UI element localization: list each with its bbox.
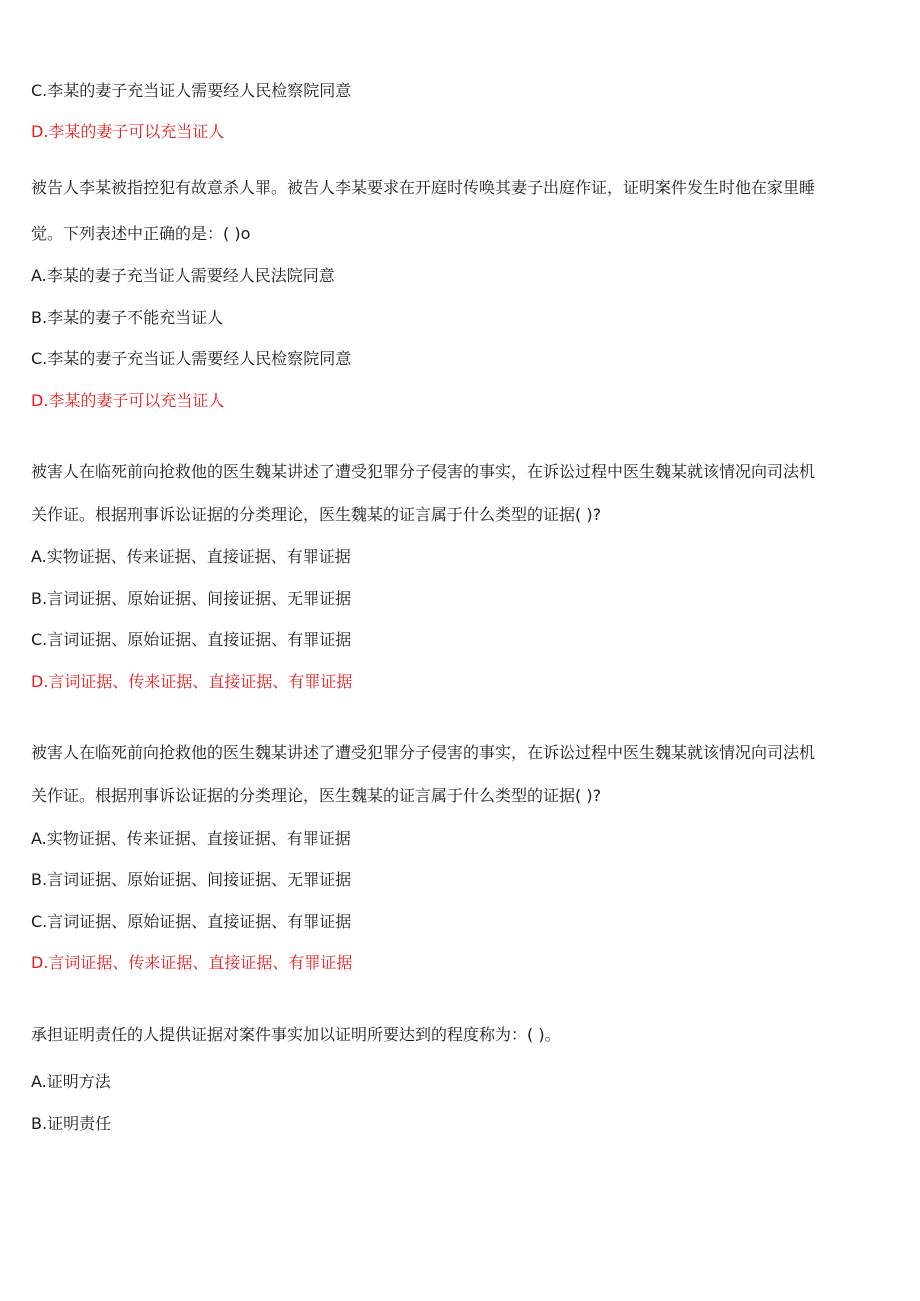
option-c-line: C.李某的妻子充当证人需要经人民检察院同意 <box>31 81 352 100</box>
answer-option-d-line: D.言词证据、传来证据、直接证据、有罪证据 <box>31 672 353 691</box>
question-text-line: 承担证明责任的人提供证据对案件事实加以证明所要达到的程度称为：( )。 <box>31 1025 561 1044</box>
answer-option-d-line: D.李某的妻子可以充当证人 <box>31 122 225 141</box>
option-c-line: C.李某的妻子充当证人需要经人民检察院同意 <box>31 349 352 368</box>
question-text-line: 关作证。根据刑事诉讼证据的分类理论，医生魏某的证言属于什么类型的证据( )? <box>31 786 602 805</box>
option-b-line: B.言词证据、原始证据、间接证据、无罪证据 <box>31 589 352 608</box>
option-a-line: A.李某的妻子充当证人需要经人民法院同意 <box>31 266 335 285</box>
option-a-line: A.实物证据、传来证据、直接证据、有罪证据 <box>31 829 351 848</box>
question-text-line: 被告人李某被指控犯有故意杀人罪。被告人李某要求在开庭时传唤其妻子出庭作证，证明案件发生时他在家里睡 <box>31 178 816 197</box>
option-b-line: B.言词证据、原始证据、间接证据、无罪证据 <box>31 870 352 889</box>
option-a-line: A.证明方法 <box>31 1072 111 1091</box>
question-text-line: 觉。下列表述中正确的是：( )o <box>31 224 251 243</box>
option-c-line: C.言词证据、原始证据、直接证据、有罪证据 <box>31 912 352 931</box>
question-text-line: 关作证。根据刑事诉讼证据的分类理论，医生魏某的证言属于什么类型的证据( )? <box>31 505 602 524</box>
answer-option-d-line: D.言词证据、传来证据、直接证据、有罪证据 <box>31 953 353 972</box>
question-text-line: 被害人在临死前向抢救他的医生魏某讲述了遭受犯罪分子侵害的事实，在诉讼过程中医生魏某就该情况向司法机 <box>31 462 816 481</box>
option-c-line: C.言词证据、原始证据、直接证据、有罪证据 <box>31 630 352 649</box>
question-text-line: 被害人在临死前向抢救他的医生魏某讲述了遭受犯罪分子侵害的事实，在诉讼过程中医生魏某就该情况向司法机 <box>31 743 816 762</box>
option-b-line: B.证明责任 <box>31 1114 112 1133</box>
option-a-line: A.实物证据、传来证据、直接证据、有罪证据 <box>31 547 351 566</box>
answer-option-d-line: D.李某的妻子可以充当证人 <box>31 391 225 410</box>
option-b-line: B.李某的妻子不能充当证人 <box>31 308 224 327</box>
